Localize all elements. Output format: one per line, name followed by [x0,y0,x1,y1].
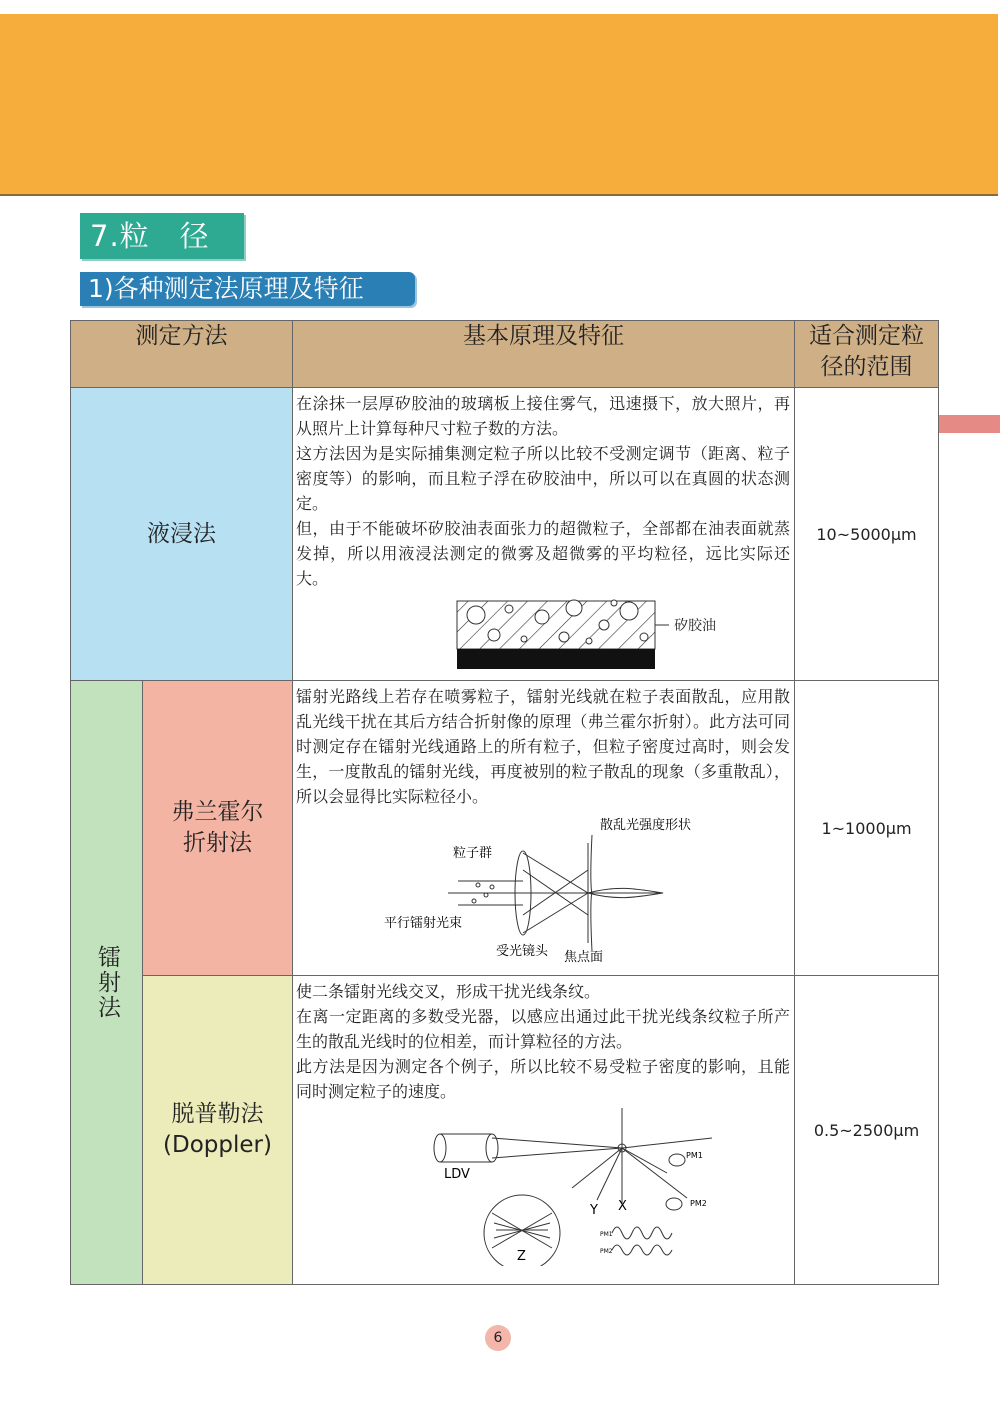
svg-text:Z: Z [517,1249,526,1264]
paragraph: 镭射光路线上若存在喷雾粒子，镭射光线就在粒子表面散乱，应用散乱光线干扰在其后方结合折射像的原理（弗兰霍尔折射）。此方法可同时测定存在镭射光线通路上的所有粒子，但粒子密度过高时，则会发生，一度散乱的镭射光线，再度被别的粒子散乱的现象（多重散乱），所以会显得比实际粒径小。 [296,687,790,806]
svg-text:粒子群: 粒子群 [453,846,493,861]
header-range: 适合测定粒径的范围 [795,321,939,388]
header-principle: 基本原理及特征 [293,321,795,388]
paragraph: 在离一定距离的多数受光器，以感应出通过此干扰光线条纹粒子所产生的散乱光线时的位相差，而计算粒径的方法。 [296,1007,790,1051]
svg-text:LDV: LDV [444,1167,470,1182]
subsection-title: 1)各种测定法原理及特征 [80,272,415,306]
fraunhofer-diagram [378,815,708,963]
header-band [0,14,998,196]
principle-cell [293,388,795,681]
methods-table [70,320,939,1285]
svg-text:PM2: PM2 [600,1248,613,1255]
header-method: 测定方法 [71,321,293,388]
svg-text:散乱光强度形状: 散乱光强度形状 [600,818,692,833]
principle-cell [293,976,795,1285]
side-tab-marker [938,415,1000,433]
svg-text:PM2: PM2 [690,1199,707,1208]
svg-text:焦点面: 焦点面 [564,950,604,963]
svg-text:Y: Y [590,1203,598,1218]
table-row [71,388,939,681]
method-fraunhofer: 弗兰霍尔折射法 [143,681,293,976]
range-cell: 0.5~2500μm [795,976,939,1285]
range-cell: 1~1000μm [795,681,939,976]
table-row [71,681,939,976]
section-title: 7.粒 径 [80,213,244,259]
paragraph: 在涂抹一层厚矽胶油的玻璃板上接住雾气，迅速摄下，放大照片，再从照片上计算每种尺寸粒子数的方法。 [296,394,790,438]
svg-text:受光镜头: 受光镜头 [496,944,549,959]
method-doppler: 脱普勒法 (Doppler) [143,976,293,1285]
paragraph: 这方法因为是实际捕集测定粒子所以比较不受测定调节（距离、粒子密度等）的影响，而且粒子浮在矽胶油中，所以可以在真圆的状态测定。 [296,444,790,513]
figure-label-silicone: 矽胶油 [674,618,716,634]
laser-group-label: 镭射法 [94,945,120,1020]
paragraph: 但，由于不能破坏矽胶油表面张力的超微粒子，全部都在油表面就蒸发掉，所以用液浸法测定的微雾及超微雾的平均粒径，远比实际还大。 [296,519,790,588]
svg-text:平行镭射光束: 平行镭射光束 [384,916,463,931]
method-liquid-immersion: 液浸法 [71,388,293,681]
page-number: 6 [485,1325,511,1351]
table-header-row [71,321,939,388]
paragraph: 使二条镭射光线交叉，形成干扰光线条纹。 [296,982,601,1001]
paragraph: 此方法是因为测定各个例子，所以比较不易受粒子密度的影响，且能同时测定粒子的速度。 [296,1057,790,1101]
doppler-diagram [432,1108,732,1266]
table-row [71,976,939,1285]
svg-text:PM1: PM1 [686,1151,703,1160]
svg-text:X: X [618,1199,627,1214]
svg-text:PM1: PM1 [600,1231,613,1238]
principle-cell [293,681,795,976]
range-cell: 10~5000μm [795,388,939,681]
method-group-laser [71,681,143,1285]
silicone-oil-figure [454,595,754,673]
